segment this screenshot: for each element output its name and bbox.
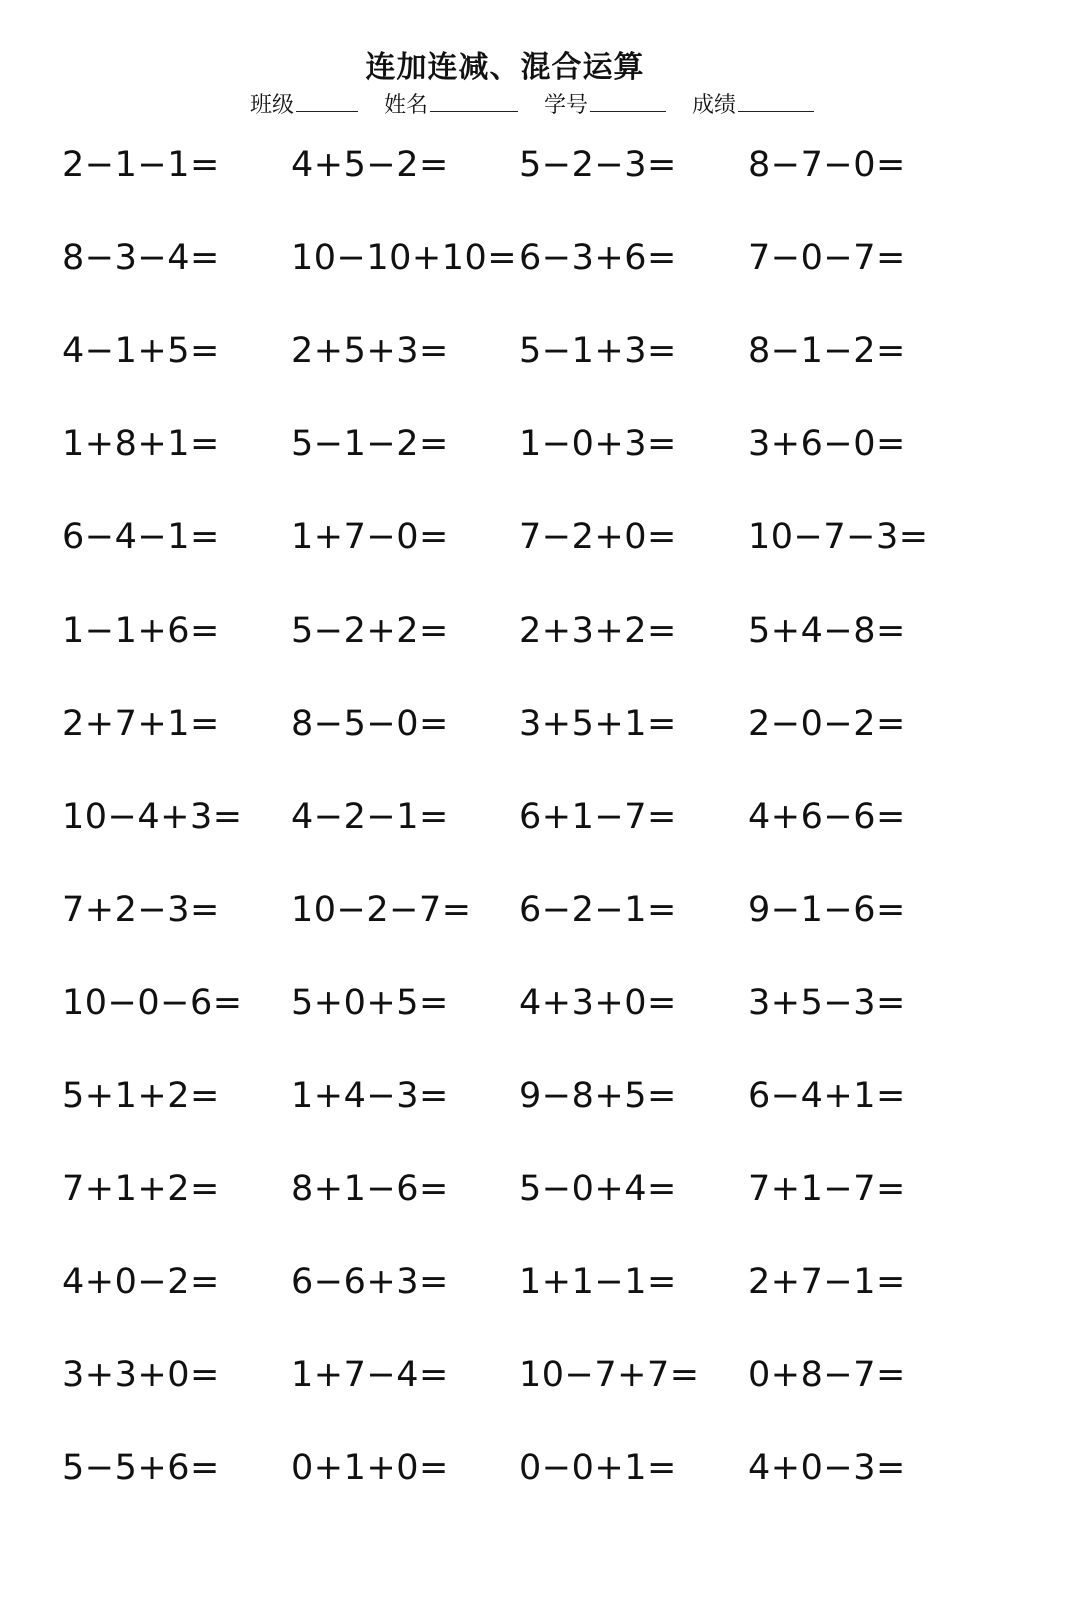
- class-field: [250, 88, 358, 119]
- math-problem: 1+1−1=: [519, 1262, 677, 1303]
- math-problem: 4+3+0=: [519, 982, 677, 1023]
- math-problem: 1+7−0=: [291, 517, 449, 558]
- math-problem: 8−7−0=: [748, 145, 906, 185]
- class-label: 班级: [250, 93, 295, 118]
- math-problem: 9−8+5=: [519, 1076, 677, 1116]
- problem-row: [0, 694, 1069, 754]
- math-problem: 5−5+6=: [62, 1448, 220, 1489]
- problem-row: [0, 507, 1069, 567]
- math-problem: 2+7+1=: [62, 703, 220, 744]
- math-problem: 7−2+0=: [519, 517, 677, 558]
- math-problem: 6−2−1=: [519, 889, 677, 930]
- problem-row: [0, 321, 1069, 381]
- math-problem: 2−0−2=: [748, 703, 906, 744]
- math-problem: 2−1−1=: [62, 145, 220, 185]
- math-problem: 3+5−3=: [748, 982, 906, 1023]
- math-problem: 6−3+6=: [519, 238, 677, 279]
- math-problem: 8−3−4=: [62, 238, 220, 279]
- math-problem: 6−4−1=: [62, 517, 220, 558]
- worksheet-title: 连加连减、混合运算: [365, 50, 645, 85]
- math-problem: 1−1+6=: [62, 610, 220, 651]
- student-id-field: [544, 88, 666, 119]
- math-problem: 3+5+1=: [519, 703, 677, 744]
- student-id-blank[interactable]: [590, 91, 666, 112]
- math-problem: 2+3+2=: [519, 610, 677, 651]
- student-info-bar: [250, 88, 840, 120]
- problem-row: [0, 1159, 1069, 1219]
- math-problem: 5+1+2=: [62, 1076, 220, 1116]
- math-problem: 5−1+3=: [519, 331, 677, 372]
- math-problem: 0+1+0=: [291, 1448, 449, 1489]
- problem-row: [0, 414, 1069, 474]
- math-problem: 6−6+3=: [291, 1262, 449, 1303]
- math-problem: 5+0+5=: [291, 982, 449, 1023]
- score-field: [692, 88, 814, 119]
- math-problem: 4+0−3=: [748, 1448, 906, 1489]
- math-problem: 6−4+1=: [748, 1076, 906, 1116]
- math-problem: 8+1−6=: [291, 1169, 449, 1210]
- math-problem: 7+1−7=: [748, 1169, 906, 1210]
- math-problem: 7−0−7=: [748, 238, 906, 279]
- math-problem: 4−2−1=: [291, 796, 449, 837]
- class-blank[interactable]: [296, 91, 358, 112]
- math-problem: 5−1−2=: [291, 424, 449, 465]
- math-problem: 4−1+5=: [62, 331, 220, 372]
- math-problem: 2+5+3=: [291, 331, 449, 372]
- math-problem: 10−7+7=: [519, 1355, 700, 1396]
- math-problem: 7+1+2=: [62, 1169, 220, 1210]
- math-problem: 1+8+1=: [62, 424, 220, 465]
- problem-row: [0, 1438, 1069, 1498]
- math-problem: 5−0+4=: [519, 1169, 677, 1210]
- math-problem: 3+3+0=: [62, 1355, 220, 1396]
- problem-row: [0, 135, 1069, 195]
- math-problem: 10−4+3=: [62, 796, 243, 837]
- score-blank[interactable]: [738, 91, 814, 112]
- math-problem: 3+6−0=: [748, 424, 906, 465]
- name-blank[interactable]: [430, 91, 518, 112]
- math-problem: 4+6−6=: [748, 796, 906, 837]
- math-problem: 6+1−7=: [519, 796, 677, 837]
- name-label: 姓名: [384, 93, 429, 118]
- math-problem: 8−5−0=: [291, 703, 449, 744]
- score-label: 成绩: [692, 93, 737, 118]
- math-problem: 5−2−3=: [519, 145, 677, 185]
- student-id-label: 学号: [544, 93, 589, 118]
- math-problem: 4+0−2=: [62, 1262, 220, 1303]
- math-problem: 8−1−2=: [748, 331, 906, 372]
- problem-row: [0, 601, 1069, 661]
- name-field: [384, 88, 518, 119]
- math-problem: 10−7−3=: [748, 517, 929, 558]
- math-problem: 4+5−2=: [291, 145, 449, 185]
- problem-row: [0, 1252, 1069, 1312]
- problem-row: [0, 880, 1069, 940]
- math-problem: 1+7−4=: [291, 1355, 449, 1396]
- math-problem: 1+4−3=: [291, 1076, 449, 1116]
- problem-row: [0, 1345, 1069, 1405]
- problem-row: [0, 787, 1069, 847]
- problem-row: [0, 1066, 1069, 1126]
- math-problem: 10−10+10=: [291, 238, 518, 279]
- math-problem: 7+2−3=: [62, 889, 220, 930]
- math-problem: 1−0+3=: [519, 424, 677, 465]
- math-problem: 5+4−8=: [748, 610, 906, 651]
- math-problem: 0+8−7=: [748, 1355, 906, 1396]
- math-problem: 9−1−6=: [748, 889, 906, 930]
- problem-row: [0, 973, 1069, 1033]
- math-problem: 0−0+1=: [519, 1448, 677, 1489]
- math-problem: 10−0−6=: [62, 982, 243, 1023]
- problem-row: [0, 228, 1069, 288]
- math-problem: 5−2+2=: [291, 610, 449, 651]
- math-problem: 2+7−1=: [748, 1262, 906, 1303]
- math-problem: 10−2−7=: [291, 889, 472, 930]
